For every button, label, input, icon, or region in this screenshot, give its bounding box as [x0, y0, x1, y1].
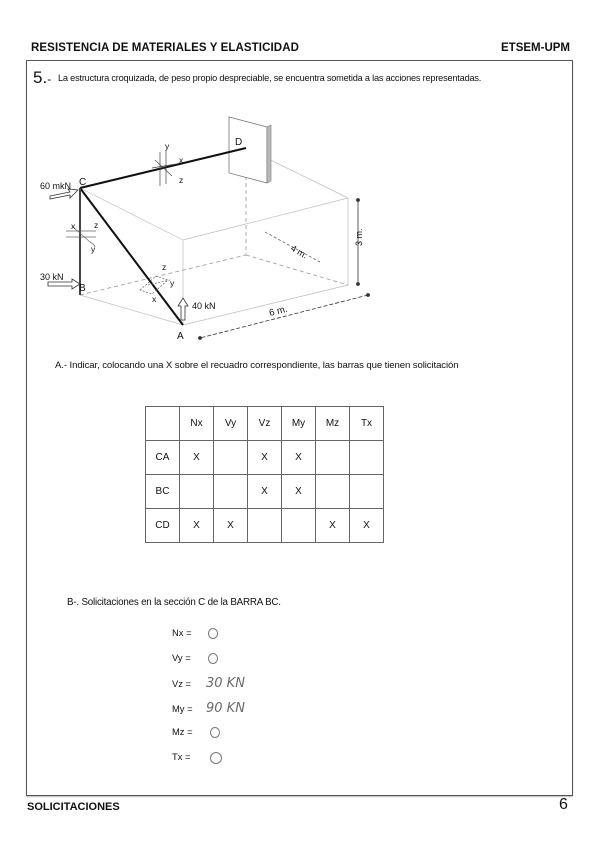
table-row — [146, 509, 384, 543]
svg-text:40 kN: 40 kN — [192, 301, 216, 311]
checkbox-cell[interactable]: X — [180, 441, 214, 475]
svg-text:z: z — [94, 220, 99, 230]
table-row — [146, 441, 384, 475]
bar-ca — [80, 188, 183, 325]
checkbox-cell[interactable] — [282, 509, 316, 543]
svg-text:y: y — [165, 141, 170, 151]
row-header: BC — [146, 475, 180, 509]
column-header: Vy — [214, 407, 248, 441]
checkbox-cell[interactable] — [316, 441, 350, 475]
section-a-prompt: A.- Indicar, colocando una X sobre el recuadro correspondiente, las barras que tienen solicitación — [55, 360, 459, 371]
svg-text:x: x — [152, 294, 157, 304]
column-header: Mz — [316, 407, 350, 441]
force-arrow-a — [178, 298, 188, 320]
checkbox-cell[interactable] — [180, 475, 214, 509]
checkbox-cell[interactable] — [350, 441, 384, 475]
checkbox-cell[interactable]: X — [248, 475, 282, 509]
svg-text:3 m.: 3 m. — [354, 228, 364, 246]
svg-text:60 mkN: 60 mkN — [40, 181, 72, 191]
checkbox-cell[interactable]: X — [316, 509, 350, 543]
svg-text:x: x — [71, 221, 76, 231]
table-row — [146, 475, 384, 509]
structure-diagram — [30, 110, 370, 350]
column-header: Tx — [350, 407, 384, 441]
svg-text:y: y — [170, 278, 175, 288]
svg-text:z: z — [162, 262, 167, 272]
answer-my: My = 90 KN — [172, 701, 245, 716]
course-title: RESISTENCIA DE MATERIALES Y ELASTICIDAD — [31, 42, 300, 54]
zero-value-mark[interactable] — [210, 727, 220, 738]
checkbox-cell[interactable] — [214, 441, 248, 475]
svg-text:30 kN: 30 kN — [40, 272, 64, 282]
checkbox-cell[interactable]: X — [180, 509, 214, 543]
svg-text:C: C — [79, 177, 87, 188]
handwritten-value[interactable]: 90 KN — [206, 701, 245, 716]
checkbox-cell[interactable]: X — [282, 475, 316, 509]
svg-text:x: x — [179, 155, 184, 165]
institution-label: ETSEM-UPM — [501, 42, 570, 54]
zero-value-mark[interactable] — [208, 628, 218, 639]
svg-text:z: z — [179, 175, 184, 185]
checkbox-cell[interactable]: X — [214, 509, 248, 543]
checkbox-cell[interactable] — [248, 509, 282, 543]
footer-topic: SOLICITACIONES — [27, 801, 120, 813]
header-corner-cell — [146, 407, 180, 441]
table-header-row — [146, 407, 384, 441]
column-header: Nx — [180, 407, 214, 441]
svg-text:A: A — [177, 331, 184, 342]
section-b-prompt: B-. Solicitaciones en la sección C de la BARRA BC. — [67, 597, 281, 608]
column-header: My — [282, 407, 316, 441]
row-header: CD — [146, 509, 180, 543]
checkbox-cell[interactable]: X — [282, 441, 316, 475]
answer-mz: Mz = — [172, 726, 220, 742]
checkbox-cell[interactable] — [316, 475, 350, 509]
checkbox-cell[interactable]: X — [350, 509, 384, 543]
checkbox-cell[interactable] — [350, 475, 384, 509]
solicitation-table — [145, 406, 384, 543]
svg-text:6 m.: 6 m. — [268, 303, 289, 319]
svg-text:B: B — [79, 283, 86, 294]
page-number: 6 — [559, 796, 568, 813]
handwritten-value[interactable]: 30 KN — [206, 676, 245, 691]
svg-text:4 m.: 4 m. — [289, 243, 310, 261]
problem-statement: La estructura croquizada, de peso propio despreciable, se encuentra sometida a las acciones representadas. — [58, 73, 482, 83]
answer-vz: Vz = 30 KN — [172, 676, 245, 691]
checkbox-cell[interactable]: X — [248, 441, 282, 475]
zero-value-mark[interactable] — [208, 653, 218, 664]
row-header: CA — [146, 441, 180, 475]
problem-number: 5.- — [33, 68, 52, 87]
column-header: Vz — [248, 407, 282, 441]
checkbox-cell[interactable] — [214, 475, 248, 509]
answer-vy: Vy = — [172, 652, 218, 668]
zero-value-mark[interactable] — [210, 752, 222, 764]
svg-text:D: D — [235, 137, 243, 148]
answer-tx: Tx = — [172, 751, 222, 767]
svg-text:y: y — [91, 244, 96, 254]
answer-nx: Nx = — [172, 627, 218, 643]
